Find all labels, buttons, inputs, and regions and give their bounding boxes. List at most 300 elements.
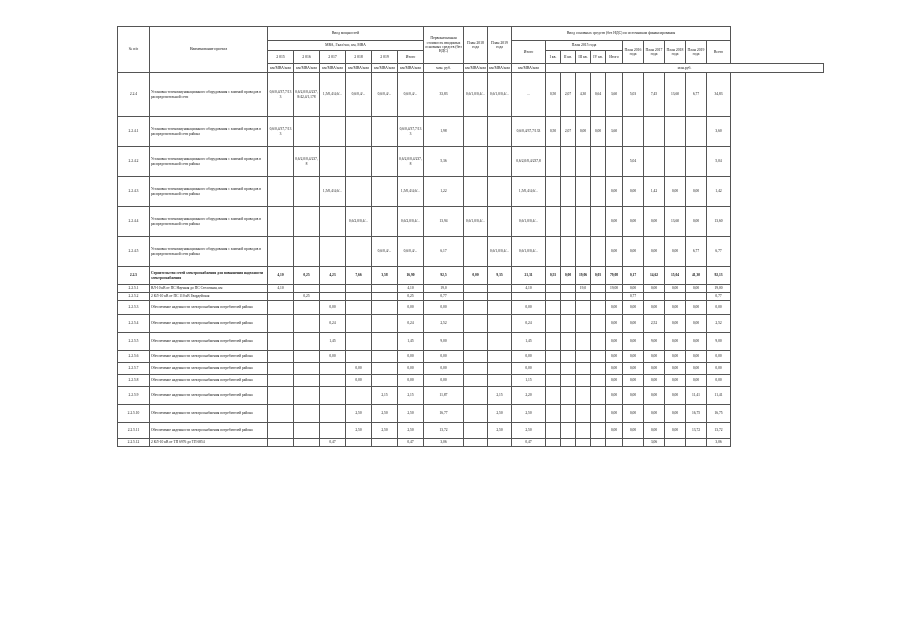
- cell-all: 0,00: [707, 301, 731, 315]
- cell-cost: 92,5: [424, 267, 464, 285]
- cell-s15: [268, 237, 294, 267]
- row-number: 2.2.5.12: [118, 439, 150, 447]
- table-row: [118, 237, 824, 267]
- cell-f17: 0,00: [644, 423, 665, 439]
- cell-tot: 2,15: [398, 387, 424, 405]
- cell-itg: 0,00: [512, 351, 546, 363]
- cell-tot: 2,50: [398, 405, 424, 423]
- cell-tot: 0,00: [398, 363, 424, 375]
- cell-f16: 0,00: [623, 423, 644, 439]
- unit-header: км/МВА/ком: [464, 64, 488, 73]
- cell-s18: [346, 147, 372, 177]
- cell-q3: 4,30: [576, 73, 591, 117]
- row-name: ВЛ-10 кВ от ПС Научная до ПС Стелочная, км: [150, 285, 268, 293]
- cell-s18: 2,50: [346, 423, 372, 439]
- cell-s19: 3,58: [372, 267, 398, 285]
- cell-q4: [591, 375, 606, 387]
- cell-q3: [576, 351, 591, 363]
- cell-s15: [268, 405, 294, 423]
- cell-f19: 0,00: [686, 375, 707, 387]
- cell-cost: 1,22: [424, 177, 464, 207]
- cell-all: 3,06: [707, 439, 731, 447]
- cell-f18: 0,00: [665, 315, 686, 333]
- cell-f18: 0,00: [665, 237, 686, 267]
- cell-f16: 0,00: [623, 375, 644, 387]
- row-number: 2.2.5.3: [118, 301, 150, 315]
- cell-q2: [561, 293, 576, 301]
- cell-s17: [320, 363, 346, 375]
- unit-header: км/МВА/ком: [488, 64, 512, 73]
- cell-q1: [546, 293, 561, 301]
- row-number: 2.2.4.2: [118, 147, 150, 177]
- cell-q3: [576, 237, 591, 267]
- cell-p18: [464, 315, 488, 333]
- cost-unit-header: млн. руб.: [424, 64, 464, 73]
- row-name: 2 КЛ-10 кВ от ПС 110 кВ Гвардейская: [150, 293, 268, 301]
- cell-q4: [591, 293, 606, 301]
- cell-f19: 0,00: [686, 363, 707, 375]
- cell-q4: [591, 423, 606, 439]
- table-row: [118, 177, 824, 207]
- cell-p19: [488, 207, 512, 237]
- cell-cost: 2,52: [424, 315, 464, 333]
- row-number: 2.2.5: [118, 267, 150, 285]
- cell-q4: [591, 301, 606, 315]
- cell-q1: [546, 423, 561, 439]
- cell-sum15: 0,00: [606, 301, 623, 315]
- cell-s19: [372, 363, 398, 375]
- cell-f18: 13,60: [665, 207, 686, 237]
- cell-f17: 0,00: [644, 363, 665, 375]
- cell-s16: [294, 117, 320, 147]
- cell-cost: 0,77: [424, 293, 464, 301]
- cell-f19: 0,00: [686, 177, 707, 207]
- cell-q3: 19,06: [576, 267, 591, 285]
- q2-header: II кв.: [561, 51, 576, 64]
- cell-f16: 0,00: [623, 333, 644, 351]
- cell-f18: 15,04: [665, 267, 686, 285]
- cell-f16: 0,77: [623, 293, 644, 301]
- cell-s18: [346, 117, 372, 147]
- cell-all: 16,75: [707, 405, 731, 423]
- cell-cost: 19,0: [424, 285, 464, 293]
- row-name: Обеспечение надежности электроснабжения потребителей района: [150, 315, 268, 333]
- cell-f19: [686, 439, 707, 447]
- cell-all: 11,41: [707, 387, 731, 405]
- cell-f19: 13,72: [686, 423, 707, 439]
- cell-s16: 0,25: [294, 267, 320, 285]
- cell-tot: 0,6/0,4/...: [398, 237, 424, 267]
- row-number: 2.2.4.4: [118, 207, 150, 237]
- cell-q3: [576, 375, 591, 387]
- cell-p18: [464, 363, 488, 375]
- year-2016-header: 2 016: [294, 51, 320, 64]
- cell-tot: 2,50: [398, 423, 424, 439]
- row-name: Обеспечение надежности электроснабжения потребителей района: [150, 405, 268, 423]
- cell-f19: 16,75: [686, 405, 707, 423]
- cell-s16: [294, 405, 320, 423]
- unit-header: км/МВА/ком: [268, 64, 294, 73]
- itogo-header: Итого: [512, 41, 546, 64]
- cell-s17: [320, 423, 346, 439]
- cell-tot: 0,6/0,4/37,7/133: [398, 117, 424, 147]
- cell-p19: [488, 439, 512, 447]
- cell-cost: 33,83: [424, 73, 464, 117]
- cell-tot: 0,47: [398, 439, 424, 447]
- cell-q2: [561, 333, 576, 351]
- cell-q2: [561, 315, 576, 333]
- row-name: Обеспечение надежности электроснабжения потребителей района: [150, 363, 268, 375]
- cell-q2: [561, 285, 576, 293]
- row-number: 2.2.4.3: [118, 177, 150, 207]
- year-2017-header: 2 017: [320, 51, 346, 64]
- cell-f18: 0,00: [665, 405, 686, 423]
- cell-p19: 0,6/1,0/0,4/...: [488, 73, 512, 117]
- cell-s19: [372, 177, 398, 207]
- cell-f17: 9,00: [644, 333, 665, 351]
- cell-p19: [488, 117, 512, 147]
- cell-q1: [546, 333, 561, 351]
- table-row: [118, 147, 824, 177]
- cell-sum15: [606, 439, 623, 447]
- table-row: [118, 301, 824, 315]
- cell-s17: 1,5/0,4/4,6/...: [320, 73, 346, 117]
- cell-itg: 0,6/1,0/0,4/...: [512, 207, 546, 237]
- cell-s17: 0,00: [320, 351, 346, 363]
- cell-s17: [320, 293, 346, 301]
- table-row: [118, 333, 824, 351]
- cell-f16: 0,00: [623, 387, 644, 405]
- row-number: 2.2.5.2: [118, 293, 150, 301]
- cell-sum15: 3,60: [606, 73, 623, 117]
- cell-itg: 0,6/1,0/0,4/...: [512, 237, 546, 267]
- cell-f17: 0,00: [644, 375, 665, 387]
- cell-s15: 0,6/0,4/37,7/133: [268, 73, 294, 117]
- cell-s15: [268, 333, 294, 351]
- year-2019-header: 2 019: [372, 51, 398, 64]
- cell-q3: [576, 333, 591, 351]
- cell-p18: [464, 293, 488, 301]
- cell-p18: [464, 301, 488, 315]
- cell-q3: [576, 301, 591, 315]
- cell-s15: [268, 423, 294, 439]
- cell-f19: 41,30: [686, 267, 707, 285]
- cell-s17: 0,47: [320, 439, 346, 447]
- cell-q4: 0,64: [591, 73, 606, 117]
- cell-f19: 0,00: [686, 285, 707, 293]
- cell-q1: [546, 315, 561, 333]
- cell-s16: [294, 207, 320, 237]
- cell-q2: [561, 387, 576, 405]
- cell-q2: [561, 207, 576, 237]
- cell-f17: [644, 293, 665, 301]
- p2017-header: План 2017 года: [644, 41, 665, 64]
- cell-s17: [320, 285, 346, 293]
- cell-s17: [320, 147, 346, 177]
- cell-f16: 0,00: [623, 351, 644, 363]
- cell-tot: 16,90: [398, 267, 424, 285]
- scope-total-header: Итого: [398, 51, 424, 64]
- cell-f18: 13,60: [665, 73, 686, 117]
- vsego-header: Всего: [707, 41, 731, 64]
- cell-p18: [464, 147, 488, 177]
- cell-f18: [665, 439, 686, 447]
- cell-s19: 0,6/0,4/...: [372, 73, 398, 117]
- cell-itg: 0,24: [512, 315, 546, 333]
- row-name: Обеспечение надежности электроснабжения потребителей района: [150, 423, 268, 439]
- cell-f18: 0,00: [665, 301, 686, 315]
- cell-p19: [488, 363, 512, 375]
- cell-s19: [372, 333, 398, 351]
- unit-header: км/МВА/ком: [512, 64, 546, 73]
- cell-s18: [346, 315, 372, 333]
- cell-q2: [561, 439, 576, 447]
- cell-s15: [268, 207, 294, 237]
- cell-f17: [644, 147, 665, 177]
- cell-f18: 0,00: [665, 375, 686, 387]
- cell-f16: 5,03: [623, 73, 644, 117]
- cell-s18: [346, 387, 372, 405]
- p2016-header: План 2016 года: [623, 41, 644, 64]
- cell-q2: [561, 351, 576, 363]
- cell-s17: 0,00: [320, 301, 346, 315]
- cell-s16: 0,6/2,0/0,4/237,8: [294, 147, 320, 177]
- cell-s19: [372, 315, 398, 333]
- cell-f18: [665, 147, 686, 177]
- col-scope-header: Ввод мощностей: [268, 27, 424, 41]
- cell-s17: [320, 375, 346, 387]
- cell-s16: [294, 315, 320, 333]
- cell-s18: 0,6/0,4/...: [346, 73, 372, 117]
- cell-q1: [546, 351, 561, 363]
- cell-tot: 4,10: [398, 285, 424, 293]
- row-name: Обеспечение надежности электроснабжения потребителей района: [150, 333, 268, 351]
- row-name: Строительство сетей электроснабжения для повышения надежности электроснабжения: [150, 267, 268, 285]
- cell-tot: 1,5/0,4/4,6/...: [398, 177, 424, 207]
- table-row: [118, 423, 824, 439]
- cell-s18: 0,6/2,0/0,4/...: [346, 207, 372, 237]
- cell-s15: 0,6/0,4/37,7/133: [268, 117, 294, 147]
- cell-q2: [561, 405, 576, 423]
- cell-itg: 21,31: [512, 267, 546, 285]
- unit-header: км/МВА/ком: [346, 64, 372, 73]
- cell-f18: [665, 293, 686, 301]
- cell-q4: 0,00: [591, 117, 606, 147]
- cell-s19: [372, 207, 398, 237]
- cell-p18: [464, 375, 488, 387]
- cell-p19: [488, 293, 512, 301]
- cell-sum15: 0,00: [606, 363, 623, 375]
- cell-p18: [464, 237, 488, 267]
- cell-sum15: 79,08: [606, 267, 623, 285]
- cell-s19: 2,50: [372, 405, 398, 423]
- cell-s15: [268, 177, 294, 207]
- cell-cost: 11,87: [424, 387, 464, 405]
- col-name-header: Наименование проекта: [150, 27, 268, 73]
- cell-tot: 0,6/2,0/0,4/237,8: [398, 147, 424, 177]
- col-finance-header: Ввод основных средств (без НДС) по источникам финансирования: [512, 27, 731, 41]
- cell-s19: 2,50: [372, 423, 398, 439]
- cell-itg: 1,15: [512, 375, 546, 387]
- cell-itg: 0,00: [512, 301, 546, 315]
- table-row: [118, 351, 824, 363]
- cell-s17: [320, 117, 346, 147]
- cell-f18: 0,00: [665, 285, 686, 293]
- cell-all: 19,00: [707, 285, 731, 293]
- row-name: Обеспечение надежности электроснабжения потребителей района: [150, 351, 268, 363]
- cell-q1: 0,50: [546, 73, 561, 117]
- cell-p18: [464, 439, 488, 447]
- cell-f17: 1,42: [644, 177, 665, 207]
- cell-cost: 0,00: [424, 375, 464, 387]
- cell-cost: 3,06: [424, 439, 464, 447]
- table-row: [118, 207, 824, 237]
- cell-s15: 4,10: [268, 267, 294, 285]
- row-name: Обеспечение надежности электроснабжения потребителей района: [150, 301, 268, 315]
- col-cost-header: Первоначальная стоимость вводимых основных средств (без НДС): [424, 27, 464, 64]
- cell-s19: [372, 375, 398, 387]
- row-name: Установка телекоммуникационного оборудования с заменой проводов в распределительной сети района: [150, 237, 268, 267]
- cell-sum15: 0,00: [606, 375, 623, 387]
- cell-q4: 0,05: [591, 267, 606, 285]
- row-number: 2.2.5.11: [118, 423, 150, 439]
- row-name: Установка телекоммуникационного оборудования с заменой проводов в распределительной сети района: [150, 117, 268, 147]
- cell-s19: [372, 351, 398, 363]
- table-row: [118, 405, 824, 423]
- cell-q3: [576, 387, 591, 405]
- table-row: [118, 285, 824, 293]
- cell-cost: 16,77: [424, 405, 464, 423]
- row-name: 2 КЛ-10 кВ от ТП 6976 до ТП 6854: [150, 439, 268, 447]
- row-name: Обеспечение надежности электроснабжения потребителей района: [150, 387, 268, 405]
- cell-q3: [576, 423, 591, 439]
- cell-q4: [591, 333, 606, 351]
- cell-s16: 0,6/2,0/0,4/237,8/42,4/1,178: [294, 73, 320, 117]
- cell-itg: 0,47: [512, 439, 546, 447]
- cell-itg: 0,00: [512, 363, 546, 375]
- cell-itg: ...: [512, 73, 546, 117]
- q-total-header: Итого: [606, 51, 623, 64]
- cell-s15: [268, 351, 294, 363]
- cell-f16: 0,00: [623, 285, 644, 293]
- cell-q2: [561, 301, 576, 315]
- cell-itg: 2,50: [512, 405, 546, 423]
- cell-f17: 0,00: [644, 237, 665, 267]
- cell-q3: [576, 363, 591, 375]
- cell-f18: 0,00: [665, 423, 686, 439]
- cell-s15: [268, 375, 294, 387]
- cell-q1: 0,50: [546, 117, 561, 147]
- cell-q1: [546, 439, 561, 447]
- cell-sum15: 0,00: [606, 351, 623, 363]
- cell-s16: [294, 351, 320, 363]
- row-number: 2.2.5.10: [118, 405, 150, 423]
- cell-q4: [591, 405, 606, 423]
- plan2015-header: План 2015 года: [546, 41, 623, 51]
- cell-all: 5,04: [707, 147, 731, 177]
- cell-s18: [346, 293, 372, 301]
- cell-s18: 2,50: [346, 405, 372, 423]
- col-plan2019-header: План 2019 года: [488, 27, 512, 64]
- cell-p18: [464, 423, 488, 439]
- cell-q3: [576, 439, 591, 447]
- cell-sum15: 19,00: [606, 285, 623, 293]
- cell-s17: [320, 387, 346, 405]
- cell-tot: 0,00: [398, 301, 424, 315]
- cell-f17: 0,00: [644, 351, 665, 363]
- row-number: 2.2.4.1: [118, 117, 150, 147]
- cell-q2: 0,00: [561, 267, 576, 285]
- unit-header: км/МВА/ком: [398, 64, 424, 73]
- cell-s19: [372, 147, 398, 177]
- cell-s18: 0,00: [346, 375, 372, 387]
- cell-s18: [346, 351, 372, 363]
- cell-s16: [294, 177, 320, 207]
- cell-p19: [488, 301, 512, 315]
- table-body: [118, 73, 824, 447]
- year-2018-header: 2 018: [346, 51, 372, 64]
- q4-header: IV кв.: [591, 51, 606, 64]
- cell-q1: [546, 375, 561, 387]
- cell-cost: 0,00: [424, 301, 464, 315]
- cell-f18: 0,00: [665, 387, 686, 405]
- mln-unit-header: млн.руб.: [546, 64, 824, 73]
- cell-sum15: 0,00: [606, 333, 623, 351]
- cell-s15: [268, 363, 294, 375]
- cell-s18: [346, 439, 372, 447]
- cell-sum15: 0,00: [606, 207, 623, 237]
- cell-q3: [576, 405, 591, 423]
- cell-sum15: 0,00: [606, 315, 623, 333]
- cell-all: 34,83: [707, 73, 731, 117]
- cell-q2: 2,07: [561, 73, 576, 117]
- cell-p18: [464, 285, 488, 293]
- cell-q2: [561, 375, 576, 387]
- cell-itg: 0,6/0,4/37,7/133: [512, 117, 546, 147]
- cell-all: 0,00: [707, 363, 731, 375]
- cell-s16: [294, 387, 320, 405]
- cell-tot: 0,6/0,4/...: [398, 73, 424, 117]
- cell-q2: [561, 363, 576, 375]
- p2019-header: План 2019 года: [686, 41, 707, 64]
- cell-s19: [372, 293, 398, 301]
- row-number: 2.2.4.5: [118, 237, 150, 267]
- cell-sum15: 3,60: [606, 117, 623, 147]
- cell-s18: [346, 301, 372, 315]
- cell-s15: [268, 439, 294, 447]
- cell-p18: 0,6/1,0/0,4/...: [464, 207, 488, 237]
- cell-p19: [488, 375, 512, 387]
- cell-tot: 0,24: [398, 315, 424, 333]
- investment-table: [117, 26, 824, 447]
- cell-sum15: 0,00: [606, 423, 623, 439]
- cell-s17: [320, 207, 346, 237]
- cell-p19: [488, 177, 512, 207]
- cell-q4: [591, 177, 606, 207]
- table-row: [118, 117, 824, 147]
- cell-s18: [346, 285, 372, 293]
- cell-p19: 0,6/1,0/0,4/...: [488, 237, 512, 267]
- cell-all: 0,00: [707, 375, 731, 387]
- cell-s16: [294, 439, 320, 447]
- cell-sum15: 0,00: [606, 237, 623, 267]
- cell-s15: [268, 293, 294, 301]
- cell-p18: [464, 351, 488, 363]
- row-name: Установка телекоммуникационного оборудования с заменой проводов в распределительной сети района: [150, 177, 268, 207]
- cell-f16: 0,00: [623, 315, 644, 333]
- unit-header: км/МВА/ком: [372, 64, 398, 73]
- cell-all: 13,60: [707, 207, 731, 237]
